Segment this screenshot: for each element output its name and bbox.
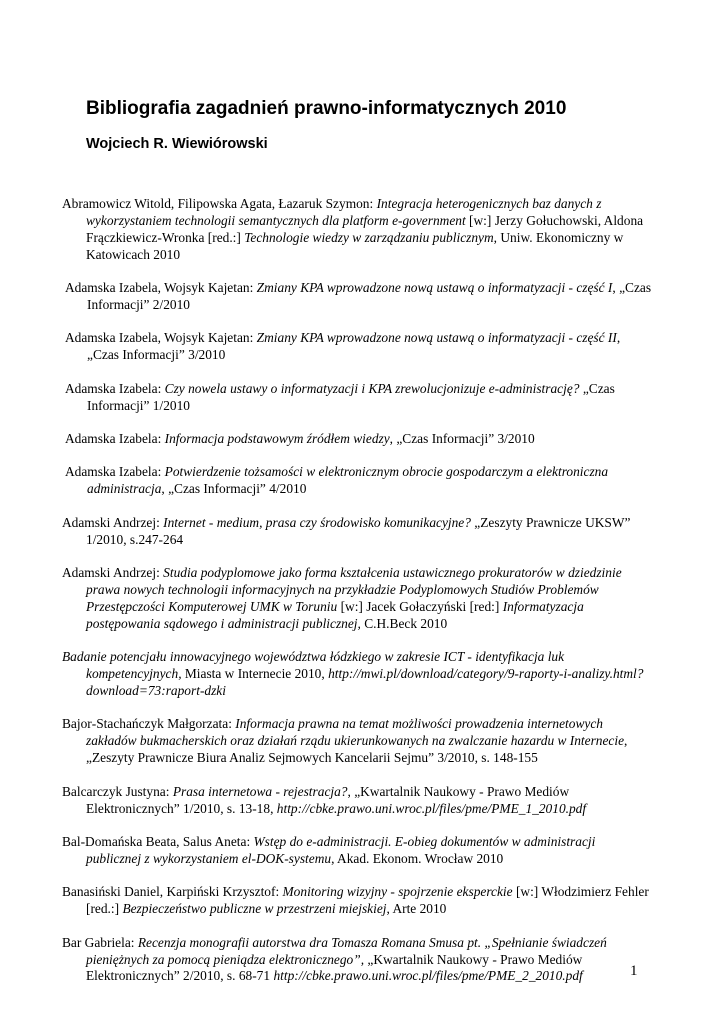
entry-text: , „Czas Informacji” 2/2010	[87, 280, 652, 313]
entry-italic-text: Informacja prawna na temat możliwości prowadzenia internetowych zakładów bukmacherskich oraz działań rządu ukierunkowanych na zwalczanie hazardu w Internecie	[86, 716, 625, 749]
entry-text: , Akad. Ekonom. Wrocław 2010	[331, 850, 504, 866]
entry-text: Banasiński Daniel, Karpiński Krzysztof:	[62, 884, 283, 900]
entry-italic-text: Studia podyplomowe jako forma kształcenia ustawicznego prokuratorów w dziedzinie prawa nowych technologii informacyjnych na przykładzie Podyplomowych Studiów Problemów Przestępczości Komputerowej UMK w Toruniu	[86, 565, 622, 614]
entry-text: „Kwartalnik Naukowy - Prawo Mediów Elektronicznych” 2/2010, s. 68-71	[86, 951, 583, 984]
entry-text: Adamski Andrzej:	[62, 565, 164, 581]
bibliography-entry	[62, 464, 652, 498]
bibliography-entry	[62, 649, 652, 700]
bibliography-entry	[62, 716, 652, 767]
entry-text: „Czas Informacji” 1/2010	[87, 380, 615, 413]
entry-text: Miasta w Internecie 2010,	[181, 666, 329, 682]
entry-italic-text: Informacja podstawowym źródłem wiedzy	[164, 431, 390, 447]
entry-text: Adamska Izabela, Wojsyk Kajetan:	[65, 280, 257, 296]
bibliography-entry	[62, 330, 652, 364]
entry-text: Abramowicz Witold, Filipowska Agata, Łazaruk Szymon:	[62, 196, 377, 211]
bibliography-entry	[62, 515, 652, 549]
entry-text: , „Kwartalnik Naukowy - Prawo Mediów Elektronicznych” 1/2010, s. 13-18,	[86, 783, 570, 816]
entry-text: , „Czas Informacji” 4/2010	[161, 481, 307, 497]
entry-text: Bal-Domańska Beata, Salus Aneta:	[62, 833, 254, 849]
entry-italic-text: Recenzja monografii autorstwa dra Tomasza Romana Smusa pt. „Spełnianie świadczeń pieniężnych za pomocą pieniądza elektronicznego”,	[86, 934, 607, 967]
entry-italic-text: Badanie potencjału innowacyjnego województwa łódzkiego w zakresie ICT - identyfikacja luk kompetencyjnych,	[62, 649, 565, 682]
entry-italic-text: Technologie wiedzy w zarządzaniu publicznym	[244, 229, 494, 245]
entry-italic-text: Integracja heterogenicznych baz danych z wykorzystaniem technologii semantycznych dla platform e-government	[86, 196, 602, 228]
bibliography-entry	[62, 431, 652, 448]
entry-text: , Uniw. Ekonomiczny w Katowicach 2010	[86, 229, 624, 262]
entry-italic-text: Monitoring wizyjny - spojrzenie eksperckie	[282, 884, 513, 900]
entry-text: [w:] Włodzimierz Fehler [red.:]	[86, 884, 649, 917]
entry-text: Balcarczyk Justyna:	[62, 783, 173, 799]
entry-italic-text: http://mwi.pl/download/category/9-raporty-i-analizy.html?download=73:raport-dzki	[86, 666, 644, 699]
entry-text: Adamska Izabela:	[65, 431, 165, 447]
bibliography-entry	[62, 884, 652, 918]
entry-text: „Zeszyty Prawnicze UKSW” 1/2010, s.247-264	[86, 514, 631, 547]
entry-text: [w:] Jerzy Gołuchowski, Aldona Frączkiewicz-Wronka [red.:]	[86, 212, 644, 245]
entry-text: Bajor‑Stachańczyk Małgorzata:	[62, 716, 236, 732]
entry-text: Adamski Andrzej:	[62, 514, 164, 530]
entry-text: Adamska Izabela, Wojsyk Kajetan:	[65, 330, 257, 346]
bibliography-entry	[62, 935, 652, 986]
entry-text: [w:] Jacek Gołaczyński [red:]	[337, 598, 503, 614]
bibliography-list	[62, 196, 652, 1002]
entry-italic-text: Prasa internetowa - rejestracja?	[172, 783, 348, 799]
bibliography-entry	[62, 834, 652, 868]
entry-italic-text: http://cbke.prawo.uni.wroc.pl/files/pme/PME_1_2010.pdf	[276, 800, 587, 816]
entry-italic-text: Zmiany KPA wprowadzone nową ustawą o informatyzacji - część I	[256, 280, 613, 296]
entry-italic-text: Czy nowela ustawy o informatyzacji i KPA zrewolucjonizuje e-administrację?	[164, 380, 580, 396]
entry-text: , Arte 2010	[386, 901, 447, 917]
bibliography-entry	[62, 565, 652, 633]
entry-text: , „Czas Informacji” 3/2010	[87, 330, 621, 363]
entry-text: C.H.Beck 2010	[360, 615, 448, 631]
entry-text: Bar Gabriela:	[62, 934, 138, 950]
entry-italic-text: Informatyzacja postępowania sądowego i administracji publicznej,	[86, 598, 584, 631]
entry-italic-text: Wstęp do e-administracji. E-obieg dokumentów w administracji publicznej z wykorzystaniem el-DOK-systemu	[86, 833, 596, 866]
entry-italic-text: Bezpieczeństwo publiczne w przestrzeni miejskiej	[122, 901, 387, 917]
entry-text: , „Zeszyty Prawnicze Biura Analiz Sejmowych Kancelarii Sejmu” 3/2010, s. 148-155	[86, 733, 628, 766]
bibliography-entry	[62, 196, 652, 264]
entry-italic-text: Zmiany KPA wprowadzone nową ustawą o informatyzacji - część II	[256, 330, 617, 346]
entry-italic-text: http://cbke.prawo.uni.wroc.pl/files/pme/PME_2_2010.pdf	[273, 968, 583, 984]
page-title: Bibliografia zagadnień prawno-informatycznych 2010	[86, 98, 567, 119]
bibliography-entry	[62, 280, 652, 314]
entry-text: Adamska Izabela:	[65, 380, 165, 396]
entry-italic-text: Internet - medium, prasa czy środowisko komunikacyjne?	[163, 514, 471, 530]
bibliography-entry	[62, 381, 652, 415]
entry-text: , „Czas Informacji” 3/2010	[389, 431, 535, 447]
author-name: Wojciech R. Wiewiórowski	[86, 136, 268, 152]
entry-italic-text: Potwierdzenie tożsamości w elektronicznym obrocie gospodarczym a elektroniczna administracja	[87, 464, 609, 497]
bibliography-entry	[62, 784, 652, 818]
page-number: 1	[630, 963, 638, 979]
entry-text: Adamska Izabela:	[65, 464, 165, 480]
